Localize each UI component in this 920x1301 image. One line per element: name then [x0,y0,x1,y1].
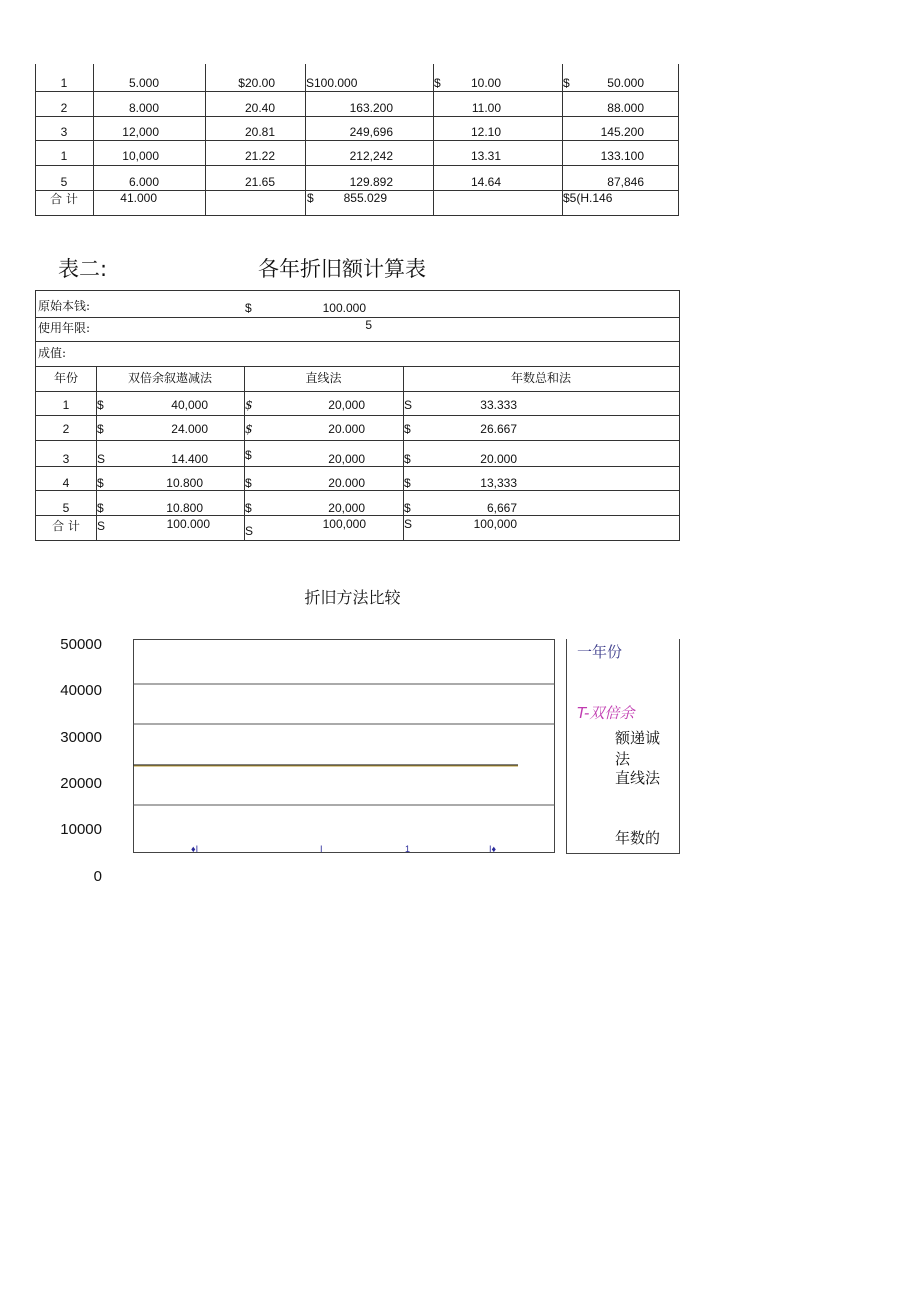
ddb-cell: 14.400 [171,452,208,466]
year-cell: 3 [60,125,68,139]
price-cell: 20.81 [244,125,275,139]
legend-item: 直线法 [615,769,661,787]
syd-cell: 6,667 [486,501,517,515]
currency-sign: S [404,517,413,531]
table-border [35,215,679,216]
amount-cell: 88.000 [607,101,644,115]
header-straight-line: 直线法 [305,371,342,385]
year-cell: 4 [62,476,70,490]
price-cell: $20.00 [238,76,275,90]
row-divider [36,341,679,342]
total-label: 合 计 [50,192,78,206]
row-divider [36,515,679,516]
sales-table [35,64,679,216]
ddb-total: 100.000 [166,517,210,531]
currency-sign: $ [97,422,104,436]
qty-cell: 12,000 [122,125,159,139]
currency-sign: $ [245,501,252,515]
y-tick-label: 20000 [60,775,102,792]
original-cost-value: 100.000 [322,301,366,315]
useful-life-label: 使用年限: [38,321,91,335]
price-cell: 20.40 [244,101,275,115]
depreciation-table [35,290,680,541]
currency-sign: $ [307,191,314,205]
point-marker: 1 [405,844,411,854]
straight-line-cell: 20,000 [328,501,365,515]
currency-sign: S [404,398,413,412]
currency-sign: $ [97,398,104,412]
straight-line-total: 100,000 [322,517,366,531]
ddb-cell: 40,000 [171,398,208,412]
currency-sign: S [97,519,106,533]
legend-item: 年数的 [615,829,661,847]
year-cell: 1 [62,398,70,412]
ddb-cell: 24.000 [171,422,208,436]
straight-line-cell: 20,000 [328,398,365,412]
year-cell: 2 [62,422,70,436]
amount-total: $5(H.146 [563,191,613,205]
total-cell: 129.892 [349,175,393,189]
currency-sign: $ [97,476,104,490]
total-cell: 163.200 [349,101,393,115]
year-cell: 5 [62,501,70,515]
qty-cell: 6.000 [128,175,159,189]
syd-cell: 33.333 [480,398,517,412]
header-year: 年份 [53,371,78,385]
row-divider [36,466,679,467]
cost-cell: 13.31 [470,149,501,163]
syd-total: 100,000 [473,517,517,531]
straight-line-cell: 20,000 [328,452,365,466]
year-cell: 5 [60,175,68,189]
qty-total: 41.000 [120,191,157,205]
currency-sign: $ [97,501,104,515]
currency-sign: $ [404,501,411,515]
legend-item: T-双倍余 [577,704,635,722]
cost-cell: 10.00 [470,76,501,90]
row-divider [35,91,679,92]
y-tick-label: 10000 [60,821,102,838]
y-tick-label: 0 [93,868,102,885]
table-label: 表二: [58,257,108,281]
amount-cell: 145.200 [600,125,644,139]
total-cell: 212,242 [349,149,393,163]
row-divider [36,490,679,491]
currency-sign: $ [563,76,570,90]
y-tick-label: 40000 [60,682,102,699]
currency-sign: $ [245,301,252,315]
row-divider [35,140,679,141]
point-marker: ♦I [191,844,199,854]
qty-cell: 10,000 [122,149,159,163]
cost-cell: 11.00 [471,101,501,115]
year-cell: 1 [60,76,68,90]
total-label: 合 计 [52,519,80,533]
currency-sign: $ [404,422,411,436]
useful-life-value: 5 [365,318,372,332]
price-cell: 21.65 [244,175,275,189]
legend-item: 一年份 [577,643,623,661]
cost-cell: 12.10 [470,125,501,139]
ddb-cell: 10.800 [166,476,203,490]
year-cell: 3 [62,452,70,466]
price-cell: 21.22 [244,149,275,163]
syd-cell: 26.667 [480,422,517,436]
amount-cell: 133.100 [600,149,644,163]
total-sum: 855.029 [343,191,387,205]
header-syd: 年数总和法 [510,371,571,385]
salvage-label: 成值: [38,346,67,360]
point-marker: I [320,844,323,854]
row-divider [36,415,679,416]
y-tick-label: 30000 [60,729,102,746]
currency-sign: $ [245,422,253,436]
syd-cell: 13,333 [480,476,517,490]
currency-sign: $ [404,476,411,490]
cost-cell: 14.64 [470,175,501,189]
total-cell: 249,696 [349,125,393,139]
row-divider [35,165,679,166]
y-tick-label: 50000 [60,636,102,653]
year-cell: 2 [60,101,68,115]
plot-border [134,640,555,853]
amount-cell: 87,846 [607,175,644,189]
currency-sign: S [97,452,106,466]
currency-sign: $ [245,448,252,462]
plot-area [133,639,556,854]
currency-sign: $ [404,452,411,466]
currency-sign: S [245,524,254,538]
currency-sign: $ [245,398,253,412]
header-ddb: 双倍余叙遨减法 [127,371,212,385]
total-cell: S100.000 [306,76,358,90]
qty-cell: 5.000 [128,76,159,90]
year-cell: 1 [60,149,68,163]
chart-title: 折旧方法比较 [304,588,401,607]
legend-item: 额递诚 [615,729,661,747]
ddb-cell: 10.800 [166,501,203,515]
row-divider [36,366,679,367]
currency-sign: $ [245,476,252,490]
currency-sign: $ [434,76,441,90]
straight-line-cell: 20.000 [328,422,365,436]
original-cost-label: 原始本钱: [38,299,91,313]
row-divider [35,116,679,117]
straight-line-cell: 20.000 [328,476,365,490]
table-title: 各年折旧额计算表 [258,257,426,281]
row-divider [36,391,679,392]
syd-cell: 20.000 [480,452,517,466]
row-divider [36,440,679,441]
point-marker: I♦ [489,844,497,854]
amount-cell: 50.000 [607,76,644,90]
qty-cell: 8.000 [128,101,159,115]
legend-item: 法 [615,750,631,768]
